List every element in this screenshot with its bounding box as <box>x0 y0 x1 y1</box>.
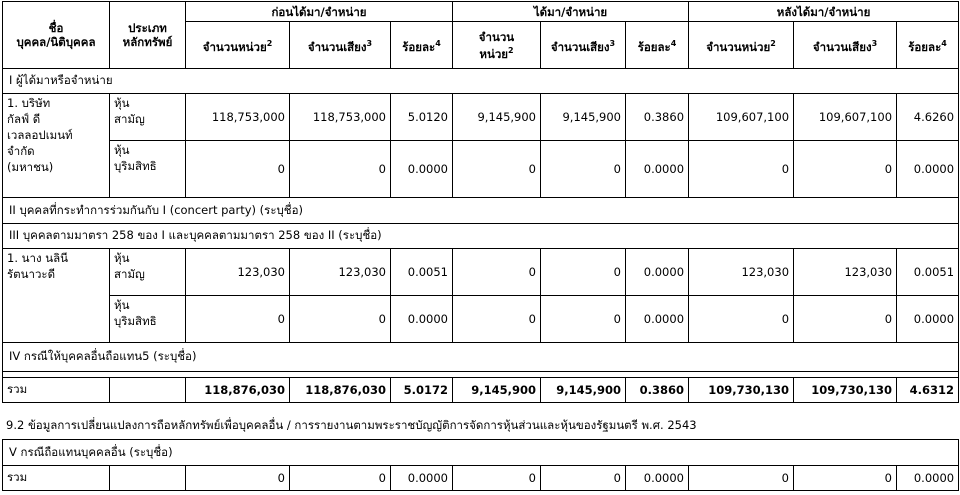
section-i: I ผู้ได้มาหรือจำหน่าย <box>3 69 959 94</box>
cell-value: 9,145,900 <box>541 94 626 141</box>
header-units-after: จำนวนหน่วย$^2$ <box>689 22 794 69</box>
header-units-during: จำนวน หน่วย$^2$ <box>453 22 541 69</box>
cell-value: 9,145,900 <box>453 94 541 141</box>
cell-value: 0.0000 <box>626 141 689 198</box>
cell-value: 0.0000 <box>391 141 453 198</box>
total-value: 118,876,030 <box>290 378 391 403</box>
header-during: ได้มา/จำหน่าย <box>453 2 689 22</box>
total-label: รวม <box>3 466 110 491</box>
total-value: 4.6312 <box>897 378 959 403</box>
cell-value: 0 <box>794 296 897 343</box>
person-name: 1. บริษัท กัลฟ์ ดี เวลลอปเมนท์ จำกัด (มหาชน) <box>3 94 110 198</box>
cell-value: 0 <box>541 249 626 296</box>
cell-value: 123,030 <box>794 249 897 296</box>
security-type: หุ้น สามัญ <box>110 249 186 296</box>
total-row <box>3 466 959 491</box>
table-row <box>3 296 959 343</box>
security-type: หุ้น สามัญ <box>110 94 186 141</box>
total-type-empty <box>110 378 186 403</box>
section-iv: IV กรณีให้บุคคลอื่นถือแทน5 (ระบุชื่อ) <box>3 343 959 372</box>
total-row <box>3 378 959 403</box>
cell-value: 0 <box>290 296 391 343</box>
table-row <box>3 141 959 198</box>
total-value: 0 <box>186 466 290 491</box>
cell-value: 0.0051 <box>897 249 959 296</box>
cell-value: 5.0120 <box>391 94 453 141</box>
header-percent-after: ร้อยละ$^4$ <box>897 22 959 69</box>
total-type-empty <box>110 466 186 491</box>
cell-value: 123,030 <box>290 249 391 296</box>
cell-value: 0 <box>186 296 290 343</box>
security-type: หุ้น บุริมสิทธิ <box>110 296 186 343</box>
cell-value: 0.0000 <box>897 141 959 198</box>
total-value: 9,145,900 <box>453 378 541 403</box>
cell-value: 0 <box>453 249 541 296</box>
cell-value: 118,753,000 <box>290 94 391 141</box>
header-after: หลังได้มา/จำหน่าย <box>689 2 959 22</box>
header-name: ชื่อ บุคคล/นิติบุคคล <box>3 2 110 69</box>
total-label: รวม <box>3 378 110 403</box>
total-value: 109,730,130 <box>689 378 794 403</box>
total-value: 0 <box>541 466 626 491</box>
cell-value: 123,030 <box>689 249 794 296</box>
cell-value: 0 <box>453 296 541 343</box>
cell-value: 0.0000 <box>897 296 959 343</box>
section-9-2-note: 9.2 ข้อมูลการเปลี่ยนแปลงการถือหลักทรัพย์เพื่อบุคคลอื่น / การรายงานตามพระราชบัญญัติการจัดการหุ้นส่วนและหุ้นของรัฐมนตรี พ.ศ. 2543 <box>6 418 697 432</box>
cell-value: 0 <box>541 296 626 343</box>
cell-value: 0.0000 <box>626 249 689 296</box>
cell-value: 0.0000 <box>391 296 453 343</box>
cell-value: 0 <box>186 141 290 198</box>
total-value: 0 <box>453 466 541 491</box>
total-value: 0 <box>290 466 391 491</box>
table-row <box>3 249 959 296</box>
cell-value: 0 <box>794 141 897 198</box>
total-value: 0.0000 <box>626 466 689 491</box>
table-row <box>3 94 959 141</box>
cell-value: 0 <box>290 141 391 198</box>
header-votes-during: จำนวนเสียง$^3$ <box>541 22 626 69</box>
person-name: 1. นาง นลินี รัตนาวะดี <box>3 249 110 343</box>
section-iii: III บุคคลตามมาตรา 258 ของ I และบุคคลตามมาตรา 258 ของ II (ระบุชื่อ) <box>3 224 959 249</box>
cell-value: 0 <box>453 141 541 198</box>
total-value: 0.0000 <box>897 466 959 491</box>
total-value: 0 <box>689 466 794 491</box>
header-votes-after: จำนวนเสียง$^3$ <box>794 22 897 69</box>
cell-value: 0 <box>541 141 626 198</box>
total-value: 9,145,900 <box>541 378 626 403</box>
total-value: 5.0172 <box>391 378 453 403</box>
header-before: ก่อนได้มา/จำหน่าย <box>186 2 453 22</box>
cell-value: 0 <box>689 141 794 198</box>
total-value: 0.3860 <box>626 378 689 403</box>
header-units: จำนวนหน่วย$^2$ <box>186 22 290 69</box>
header-percent: ร้อยละ$^4$ <box>391 22 453 69</box>
cell-value: 0.0051 <box>391 249 453 296</box>
cell-value: 4.6260 <box>897 94 959 141</box>
cell-value: 0 <box>689 296 794 343</box>
cell-value: 0.3860 <box>626 94 689 141</box>
total-value: 0.0000 <box>391 466 453 491</box>
section-v: V กรณีถือแทนบุคคลอื่น (ระบุชื่อ) <box>3 440 959 466</box>
proxy-holding-table <box>2 439 959 491</box>
total-value: 0 <box>794 466 897 491</box>
cell-value: 109,607,100 <box>689 94 794 141</box>
cell-value: 118,753,000 <box>186 94 290 141</box>
cell-value: 123,030 <box>186 249 290 296</box>
cell-value: 109,607,100 <box>794 94 897 141</box>
total-value: 118,876,030 <box>186 378 290 403</box>
holding-table <box>2 1 959 403</box>
cell-value: 0.0000 <box>626 296 689 343</box>
section-ii: II บุคคลที่กระทำการร่วมกันกับ I (concert party) (ระบุชื่อ) <box>3 198 959 224</box>
header-percent-during: ร้อยละ$^4$ <box>626 22 689 69</box>
security-type: หุ้น บุริมสิทธิ <box>110 141 186 198</box>
total-value: 109,730,130 <box>794 378 897 403</box>
header-type: ประเภท หลักทรัพย์ <box>110 2 186 69</box>
header-votes: จำนวนเสียง$^3$ <box>290 22 391 69</box>
